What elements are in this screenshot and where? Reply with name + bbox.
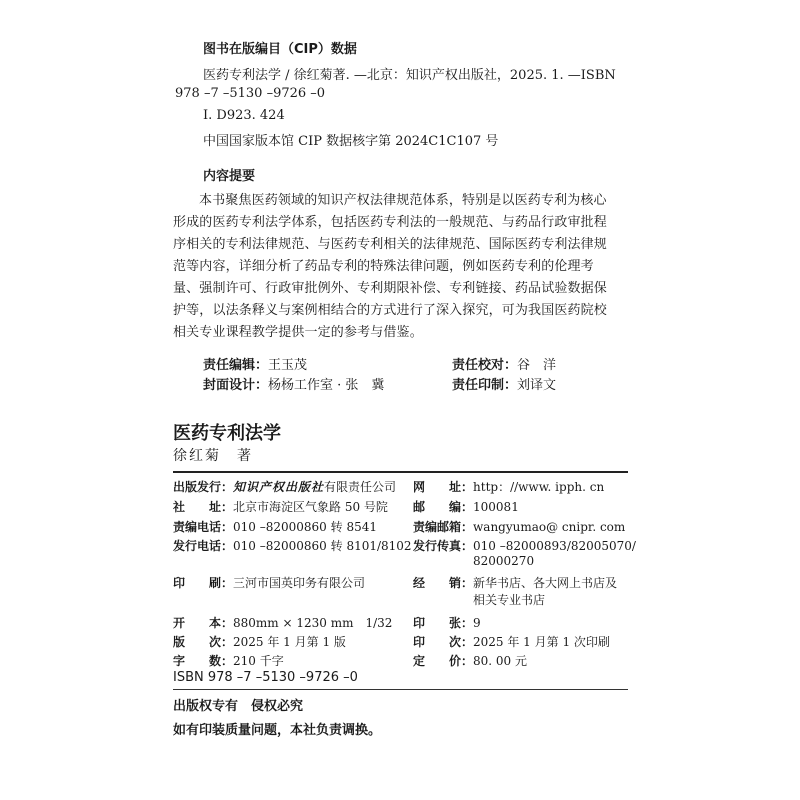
sheets-value: 9 bbox=[473, 616, 481, 630]
summary-line: 相关专业课程教学提供一定的参考与借鉴。 bbox=[173, 325, 423, 340]
summary-heading: 内容提要 bbox=[203, 169, 256, 184]
responsible-editor bbox=[203, 356, 307, 376]
postcode-label: 邮 编： bbox=[413, 500, 474, 514]
printer-value: 三河市国英印务有限公司 bbox=[233, 576, 366, 590]
cip-line-1: 医药专利法学 / 徐红菊著. —北京：知识产权出版社，2025. 1. —ISBN bbox=[203, 68, 616, 83]
info-price bbox=[413, 650, 527, 669]
isbn: ISBN 978 –7 –5130 –9726 –0 bbox=[173, 670, 358, 685]
info-printer bbox=[173, 572, 365, 591]
book-title: 医药专利法学 bbox=[173, 423, 281, 444]
wordcount-label: 字 数： bbox=[173, 654, 234, 668]
website-value: http：//www. ipph. cn bbox=[473, 480, 605, 494]
info-impression bbox=[413, 631, 610, 650]
printing-supervisor bbox=[452, 376, 556, 396]
divider-bottom bbox=[173, 689, 628, 690]
edition-value: 2025 年 1 月第 1 版 bbox=[233, 635, 346, 649]
format-value: 880mm × 1230 mm 1/32 bbox=[233, 616, 393, 630]
seller-label: 经 销： bbox=[413, 576, 474, 590]
price-value: 80. 00 元 bbox=[473, 654, 527, 668]
summary-line: 护等，以法条释义与案例相结合的方式进行了深入探究，可为我国医药院校 bbox=[173, 303, 607, 318]
info-dist-fax bbox=[413, 535, 636, 554]
divider-top bbox=[173, 471, 628, 473]
proofreader-value: 谷 洋 bbox=[517, 358, 557, 373]
info-editor-phone bbox=[173, 516, 377, 535]
impression-label: 印 次： bbox=[413, 635, 474, 649]
seller-value: 新华书店、各大网上书店及 bbox=[473, 576, 618, 590]
address-label: 社 址： bbox=[173, 500, 234, 514]
sheets-label: 印 张： bbox=[413, 616, 474, 630]
proofreader-label: 责任校对： bbox=[452, 358, 518, 373]
wordcount-value: 210 千字 bbox=[233, 654, 284, 668]
editor-phone-label: 责编电话： bbox=[173, 520, 234, 534]
info-edition bbox=[173, 631, 346, 650]
summary-line: 范等内容，详细分析了药品专利的特殊法律问题，例如医药专利的伦理考 bbox=[173, 259, 594, 274]
publisher-logo: 知识产权出版社 bbox=[233, 480, 325, 494]
dist-fax-label: 发行传真： bbox=[413, 539, 474, 553]
author-line: 徐红菊 著 bbox=[173, 448, 253, 464]
cip-line-4: 中国国家版本馆 CIP 数据核字第 2024C1C107 号 bbox=[203, 134, 499, 149]
info-format bbox=[173, 612, 392, 631]
cip-line-2: 978 –7 –5130 –9726 –0 bbox=[175, 86, 326, 101]
quality-notice: 如有印装质量问题，本社负责调换。 bbox=[173, 723, 382, 738]
dist-fax-value-cont: 82000270 bbox=[473, 554, 535, 568]
info-postcode bbox=[413, 496, 519, 515]
summary-line: 量、强制许可、行政审批例外、专利期限补偿、专利链接、药品试验数据保 bbox=[173, 281, 607, 296]
edition-label: 版 次： bbox=[173, 635, 234, 649]
proofreader bbox=[452, 356, 556, 376]
cip-line-3: Ⅰ. D923. 424 bbox=[203, 108, 285, 123]
editor-email-value: wangyumao@ cnipr. com bbox=[473, 520, 626, 534]
publisher-suffix: 有限责任公司 bbox=[324, 480, 397, 494]
cover-design-value: 杨杨工作室 · 张 冀 bbox=[268, 378, 385, 393]
printing-supervisor-label: 责任印制： bbox=[452, 378, 518, 393]
cover-design bbox=[203, 376, 384, 396]
responsible-editor-label: 责任编辑： bbox=[203, 358, 269, 373]
price-label: 定 价： bbox=[413, 654, 474, 668]
info-editor-email bbox=[413, 516, 625, 535]
cip-heading: 图书在版编目（CIP）数据 bbox=[203, 42, 357, 57]
info-dist-phone bbox=[173, 535, 412, 554]
format-label: 开 本： bbox=[173, 616, 234, 630]
summary-line: 本书聚焦医药领域的知识产权法律规范体系，特别是以医药专利为核心 bbox=[199, 193, 607, 208]
address-value: 北京市海淀区气象路 50 号院 bbox=[233, 500, 388, 514]
editor-phone-value: 010 –82000860 转 8541 bbox=[233, 520, 377, 534]
copyright-notice: 出版权专有 侵权必究 bbox=[173, 699, 304, 714]
dist-phone-label: 发行电话： bbox=[173, 539, 234, 553]
info-website bbox=[413, 476, 604, 495]
editor-email-label: 责编邮箱： bbox=[413, 520, 474, 534]
printer-label: 印 刷： bbox=[173, 576, 234, 590]
printing-supervisor-value: 刘译文 bbox=[517, 378, 557, 393]
responsible-editor-value: 王玉茂 bbox=[268, 358, 308, 373]
info-wordcount bbox=[173, 650, 284, 669]
dist-phone-value: 010 –82000860 转 8101/8102 bbox=[233, 539, 412, 553]
postcode-value: 100081 bbox=[473, 500, 519, 514]
cover-design-label: 封面设计： bbox=[203, 378, 269, 393]
info-sheets bbox=[413, 612, 481, 631]
seller-value-cont: 相关专业书店 bbox=[473, 593, 546, 607]
summary-line: 形成的医药专利法学体系，包括医药专利法的一般规范、与药品行政审批程 bbox=[173, 215, 607, 230]
website-label: 网 址： bbox=[413, 480, 474, 494]
impression-value: 2025 年 1 月第 1 次印刷 bbox=[473, 635, 610, 649]
info-seller bbox=[413, 572, 617, 591]
summary-line: 序相关的专利法律规范、与医药专利相关的法律规范、国际医药专利法律规 bbox=[173, 237, 607, 252]
dist-fax-value: 010 –82000893/82005070/ bbox=[473, 539, 636, 553]
info-publisher bbox=[173, 476, 396, 495]
info-address bbox=[173, 496, 388, 515]
publisher-label: 出版发行： bbox=[173, 480, 234, 494]
